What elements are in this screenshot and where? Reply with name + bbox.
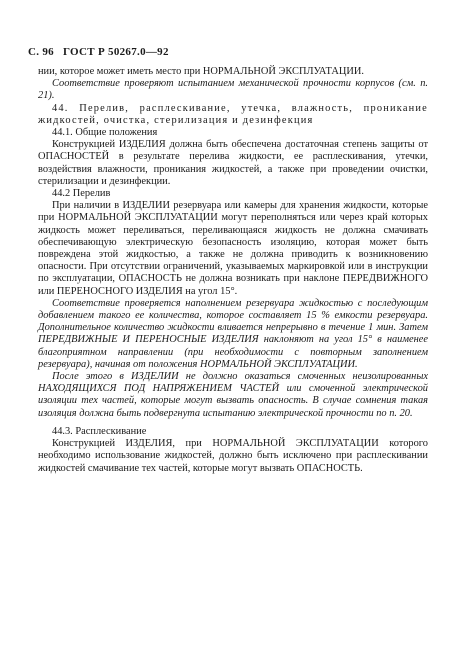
standard-code: ГОСТ Р 50267.0—92	[63, 46, 169, 58]
page-header	[28, 46, 175, 58]
paragraph-44-2: При наличии в ИЗДЕЛИИ резервуара или камеры для хранения жидкости, которые при НОРМАЛЬНОЙ ЭКСПЛУАТАЦИИ могут переполняться или через край которых жидкость может переливаться, переливающаяся жидкость не должна смачивать обеспечивающую электрическую безопасность изоляцию, которая может быть повреждена этой жидкостью, а также не должна приводить к возникновению опасности. При отсутствии ограничений, указываемых маркировкой или в инструкции по эксплуатации, ОПАСНОСТЬ не должна возникать при наклоне ПЕРЕДВИЖНОГО или ПЕРЕНОСНОГО ИЗДЕЛИЯ на угол 15°.	[38, 200, 428, 297]
subsection-heading-44-2: 44.2 Перелив	[52, 188, 111, 200]
paragraph-44-1: Конструкцией ИЗДЕЛИЯ должна быть обеспечена достаточная степень защиты от ОПАСНОСТЕЙ в результате перелива жидкости, ее расплескивания, утечки, воздействия влажности, проникания жидкостей, а также при проведении очистки, стерилизации и дезинфекции.	[38, 139, 428, 187]
subsection-heading-44-1: 44.1. Общие положения	[52, 127, 158, 139]
compliance-note: Соответствие проверяют испытанием механической прочности корпусов (см. п. 21).	[38, 78, 428, 102]
compliance-note: Соответствие проверяется наполнением резервуара жидкостью с последующим добавлением такого ее количества, которое составляет 15 % емкости резервуара. Дополнительное количество жидкости вливается непрерывно в течение 1 мин. Затем ПЕРЕДВИЖНЫЕ И ПЕРЕНОСНЫЕ ИЗДЕЛИЯ наклоняют на угол 15° в наименее благоприятном направлении (при необходимости с повторным заполнением резервуара), начиная от положения НОРМАЛЬНОЙ ЭКСПЛУАТАЦИИ.	[38, 297, 428, 370]
document-body	[38, 66, 428, 475]
subsection-heading-44-3: 44.3. Расплескивание	[52, 425, 147, 437]
page-number: С. 96	[28, 46, 54, 58]
compliance-note: После этого в ИЗДЕЛИИ не должно оказаться смоченных неизолированных НАХОДЯЩИХСЯ ПОД НАПРЯЖЕНИЕМ ЧАСТЕЙ или смоченной электрической изоляции тех частей, которые могут вызвать опасность. В случае сомнения такая изоляция должна быть подвергнута испытанию электрической прочности по п. 20.	[38, 371, 428, 419]
paragraph-continuation: нии, которое может иметь место при НОРМАЛЬНОЙ ЭКСПЛУАТАЦИИ.	[38, 66, 364, 77]
paragraph-44-3: Конструкцией ИЗДЕЛИЯ, при НОРМАЛЬНОЙ ЭКСПЛУАТАЦИИ которого необходимо использование жидкостей, должно быть исключено при расплескивании жидкостей смачивание тех частей, которые могут вызвать ОПАСНОСТЬ.	[38, 438, 428, 474]
section-heading-44: 44. Перелив, расплескивание, утечка, влажность, проникание жидкостей, очистка, стерилизация и дезинфекция	[38, 102, 428, 126]
